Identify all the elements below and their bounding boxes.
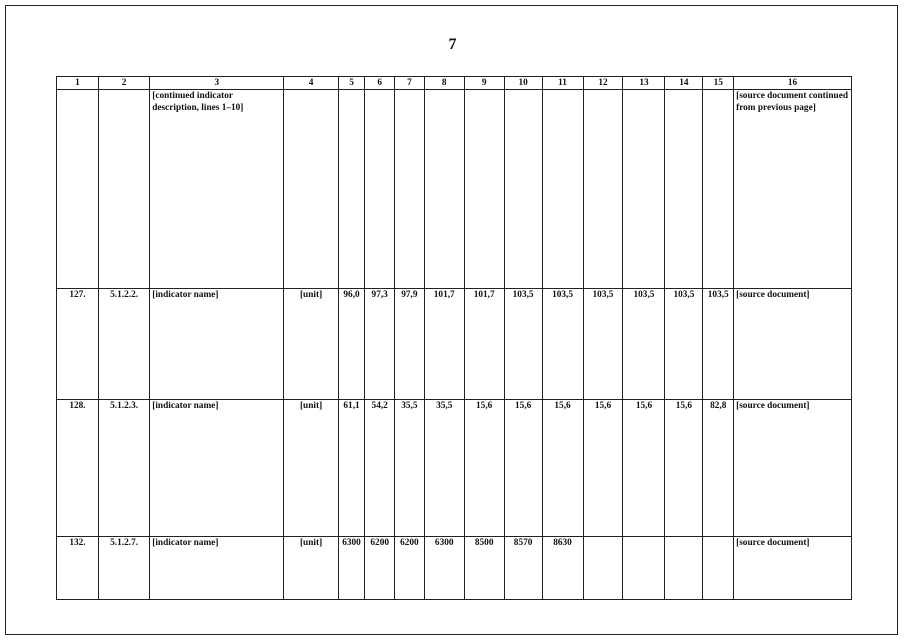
indicator-name-cell: [indicator name] (150, 289, 284, 400)
header-cell: 10 (504, 77, 542, 90)
value-cell (365, 90, 395, 289)
indicator-code-cell: 5.1.2.3. (99, 400, 150, 537)
value-cell (623, 90, 665, 289)
value-cell: 54,2 (365, 400, 395, 537)
value-cell (542, 90, 583, 289)
page-number: 7 (448, 36, 457, 53)
value-cell: 97,9 (395, 289, 425, 400)
unit-cell: [unit] (284, 400, 338, 537)
row-number-cell: 128. (57, 400, 99, 537)
header-cell: 14 (665, 77, 703, 90)
value-cell: 15,6 (542, 400, 583, 537)
value-cell (504, 90, 542, 289)
indicator-name-cell: [continued indicator description, lines 1–10] (150, 90, 284, 289)
unit-cell: [unit] (284, 289, 338, 400)
table-header-row (57, 77, 852, 90)
indicator-code-cell (99, 90, 150, 289)
source-document-cell: [source document] (734, 537, 852, 600)
indicator-name-cell: [indicator name] (150, 400, 284, 537)
source-document-cell: [source document] (734, 400, 852, 537)
source-document-cell: [source document] (734, 289, 852, 400)
value-cell: 97,3 (365, 289, 395, 400)
header-cell: 13 (623, 77, 665, 90)
value-cell (703, 90, 734, 289)
value-cell: 8630 (542, 537, 583, 600)
header-cell: 12 (583, 77, 623, 90)
value-cell: 6200 (395, 537, 425, 600)
value-cell (665, 537, 703, 600)
unit-cell (284, 90, 338, 289)
header-cell: 8 (424, 77, 464, 90)
header-cell: 4 (284, 77, 338, 90)
value-cell: 101,7 (424, 289, 464, 400)
value-cell: 15,6 (583, 400, 623, 537)
indicator-name-cell: [indicator name] (150, 537, 284, 600)
value-cell: 6300 (338, 537, 365, 600)
value-cell: 82,8 (703, 400, 734, 537)
value-cell: 6300 (424, 537, 464, 600)
indicator-code-cell: 5.1.2.7. (99, 537, 150, 600)
value-cell: 103,5 (703, 289, 734, 400)
value-cell: 15,6 (665, 400, 703, 537)
value-cell (395, 90, 425, 289)
header-cell: 9 (464, 77, 504, 90)
value-cell (623, 537, 665, 600)
unit-cell: [unit] (284, 537, 338, 600)
table-row (57, 90, 852, 289)
header-cell: 2 (99, 77, 150, 90)
header-cell: 16 (734, 77, 852, 90)
value-cell: 15,6 (504, 400, 542, 537)
value-cell: 96,0 (338, 289, 365, 400)
value-cell (703, 537, 734, 600)
value-cell (583, 90, 623, 289)
value-cell: 15,6 (464, 400, 504, 537)
header-cell: 1 (57, 77, 99, 90)
value-cell: 35,5 (395, 400, 425, 537)
table-row (57, 537, 852, 600)
header-cell: 7 (395, 77, 425, 90)
value-cell: 8500 (464, 537, 504, 600)
row-number-cell: 132. (57, 537, 99, 600)
source-document-cell: [source document continued from previous page] (734, 90, 852, 289)
value-cell: 15,6 (623, 400, 665, 537)
value-cell: 8570 (504, 537, 542, 600)
value-cell: 6200 (365, 537, 395, 600)
value-cell: 61,1 (338, 400, 365, 537)
row-number-cell (57, 90, 99, 289)
value-cell: 103,5 (542, 289, 583, 400)
value-cell: 103,5 (583, 289, 623, 400)
table-row (57, 289, 852, 400)
row-number-cell: 127. (57, 289, 99, 400)
value-cell: 103,5 (504, 289, 542, 400)
header-cell: 5 (338, 77, 365, 90)
value-cell (424, 90, 464, 289)
header-cell: 3 (150, 77, 284, 90)
indicators-table (56, 76, 852, 600)
header-cell: 11 (542, 77, 583, 90)
value-cell (338, 90, 365, 289)
table-row (57, 400, 852, 537)
value-cell (464, 90, 504, 289)
value-cell: 103,5 (665, 289, 703, 400)
value-cell: 35,5 (424, 400, 464, 537)
value-cell: 101,7 (464, 289, 504, 400)
value-cell (665, 90, 703, 289)
header-cell: 6 (365, 77, 395, 90)
value-cell (583, 537, 623, 600)
indicator-code-cell: 5.1.2.2. (99, 289, 150, 400)
header-cell: 15 (703, 77, 734, 90)
value-cell: 103,5 (623, 289, 665, 400)
